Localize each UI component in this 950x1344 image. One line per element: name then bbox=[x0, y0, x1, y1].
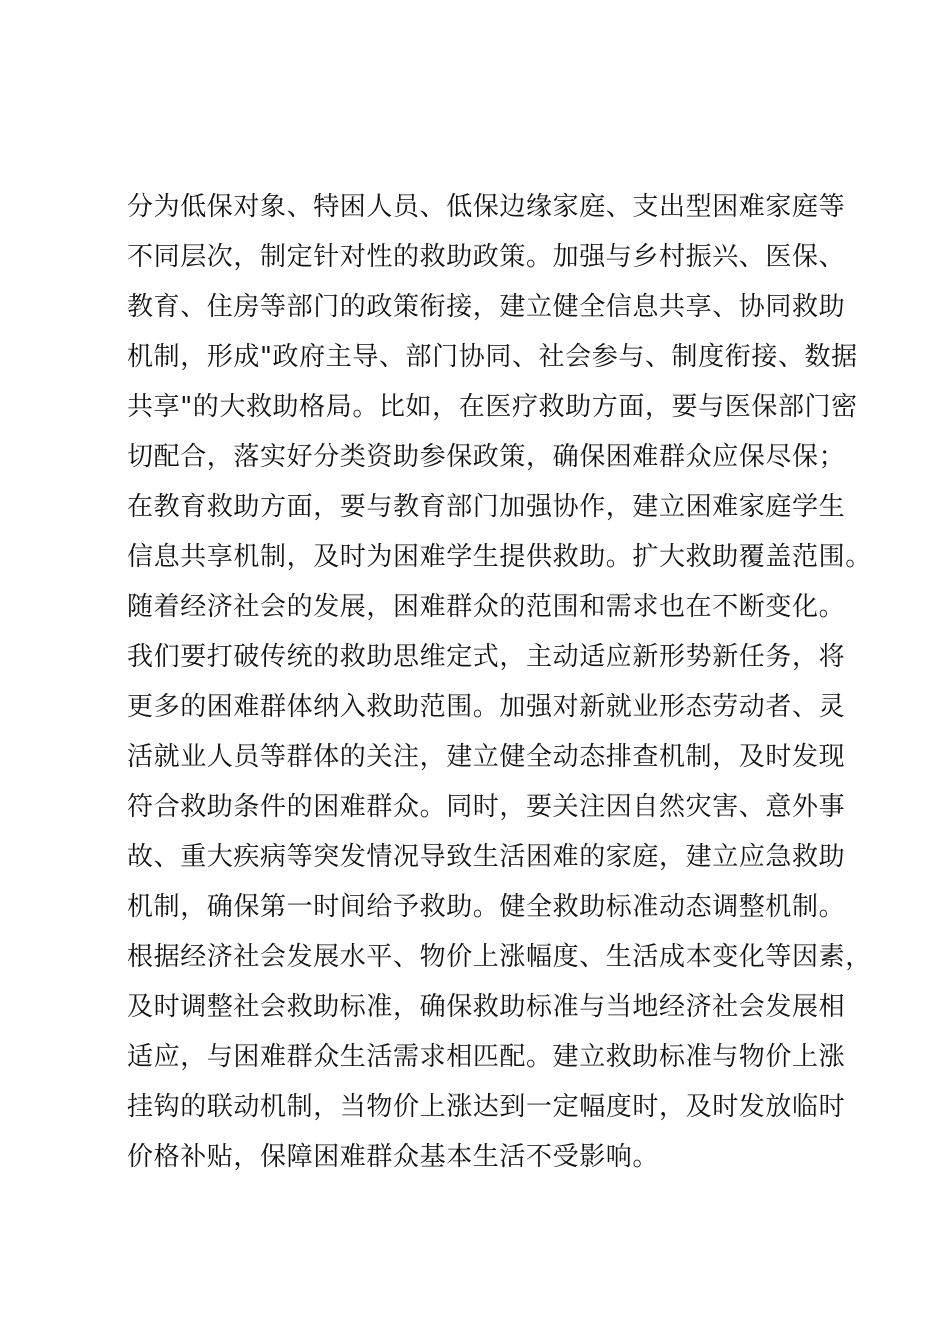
text-line: 共享"的大救助格局。比如，在医疗救助方面，要与医保部门密 bbox=[127, 392, 858, 422]
text-line: 活就业人员等群体的关注，建立健全动态排查机制，及时发现 bbox=[127, 742, 846, 772]
text-line: 符合救助条件的困难群众。同时，要关注因自然灾害、意外事 bbox=[127, 792, 846, 822]
text-line: 分为低保对象、特困人员、低保边缘家庭、支出型困难家庭等 bbox=[127, 192, 846, 222]
text-line: 在教育救助方面，要与教育部门加强协作，建立困难家庭学生 bbox=[127, 492, 846, 522]
text-line: 教育、住房等部门的政策衔接，建立健全信息共享、协同救助 bbox=[127, 292, 846, 322]
text-line: 故、重大疾病等突发情况导致生活困难的家庭，建立应急救助 bbox=[127, 842, 846, 872]
text-line: 更多的困难群体纳入救助范围。加强对新就业形态劳动者、灵 bbox=[127, 692, 846, 722]
text-line: 信息共享机制，及时为困难学生提供救助。扩大救助覆盖范围。 bbox=[127, 542, 872, 572]
text-line: 机制，形成"政府主导、部门协同、社会参与、制度衔接、数据 bbox=[127, 342, 858, 372]
text-line: 适应，与困难群众生活需求相匹配。建立救助标准与物价上涨 bbox=[127, 1042, 846, 1072]
text-line: 价格补贴，保障困难群众基本生活不受影响。 bbox=[127, 1142, 660, 1172]
text-line: 随着经济社会的发展，困难群众的范围和需求也在不断变化。 bbox=[127, 592, 846, 622]
body-text bbox=[127, 182, 887, 1182]
text-line: 挂钩的联动机制，当物价上涨达到一定幅度时，及时发放临时 bbox=[127, 1092, 846, 1122]
text-line: 不同层次，制定针对性的救助政策。加强与乡村振兴、医保、 bbox=[127, 242, 846, 272]
text-line: 机制，确保第一时间给予救助。健全救助标准动态调整机制。 bbox=[127, 892, 846, 922]
text-line: 及时调整社会救助标准，确保救助标准与当地经济社会发展相 bbox=[127, 992, 846, 1022]
text-line: 切配合，落实好分类资助参保政策，确保困难群众应保尽保； bbox=[127, 442, 846, 472]
text-line: 我们要打破传统的救助思维定式，主动适应新形势新任务，将 bbox=[127, 642, 846, 672]
text-line: 根据经济社会发展水平、物价上涨幅度、生活成本变化等因素， bbox=[127, 942, 872, 972]
